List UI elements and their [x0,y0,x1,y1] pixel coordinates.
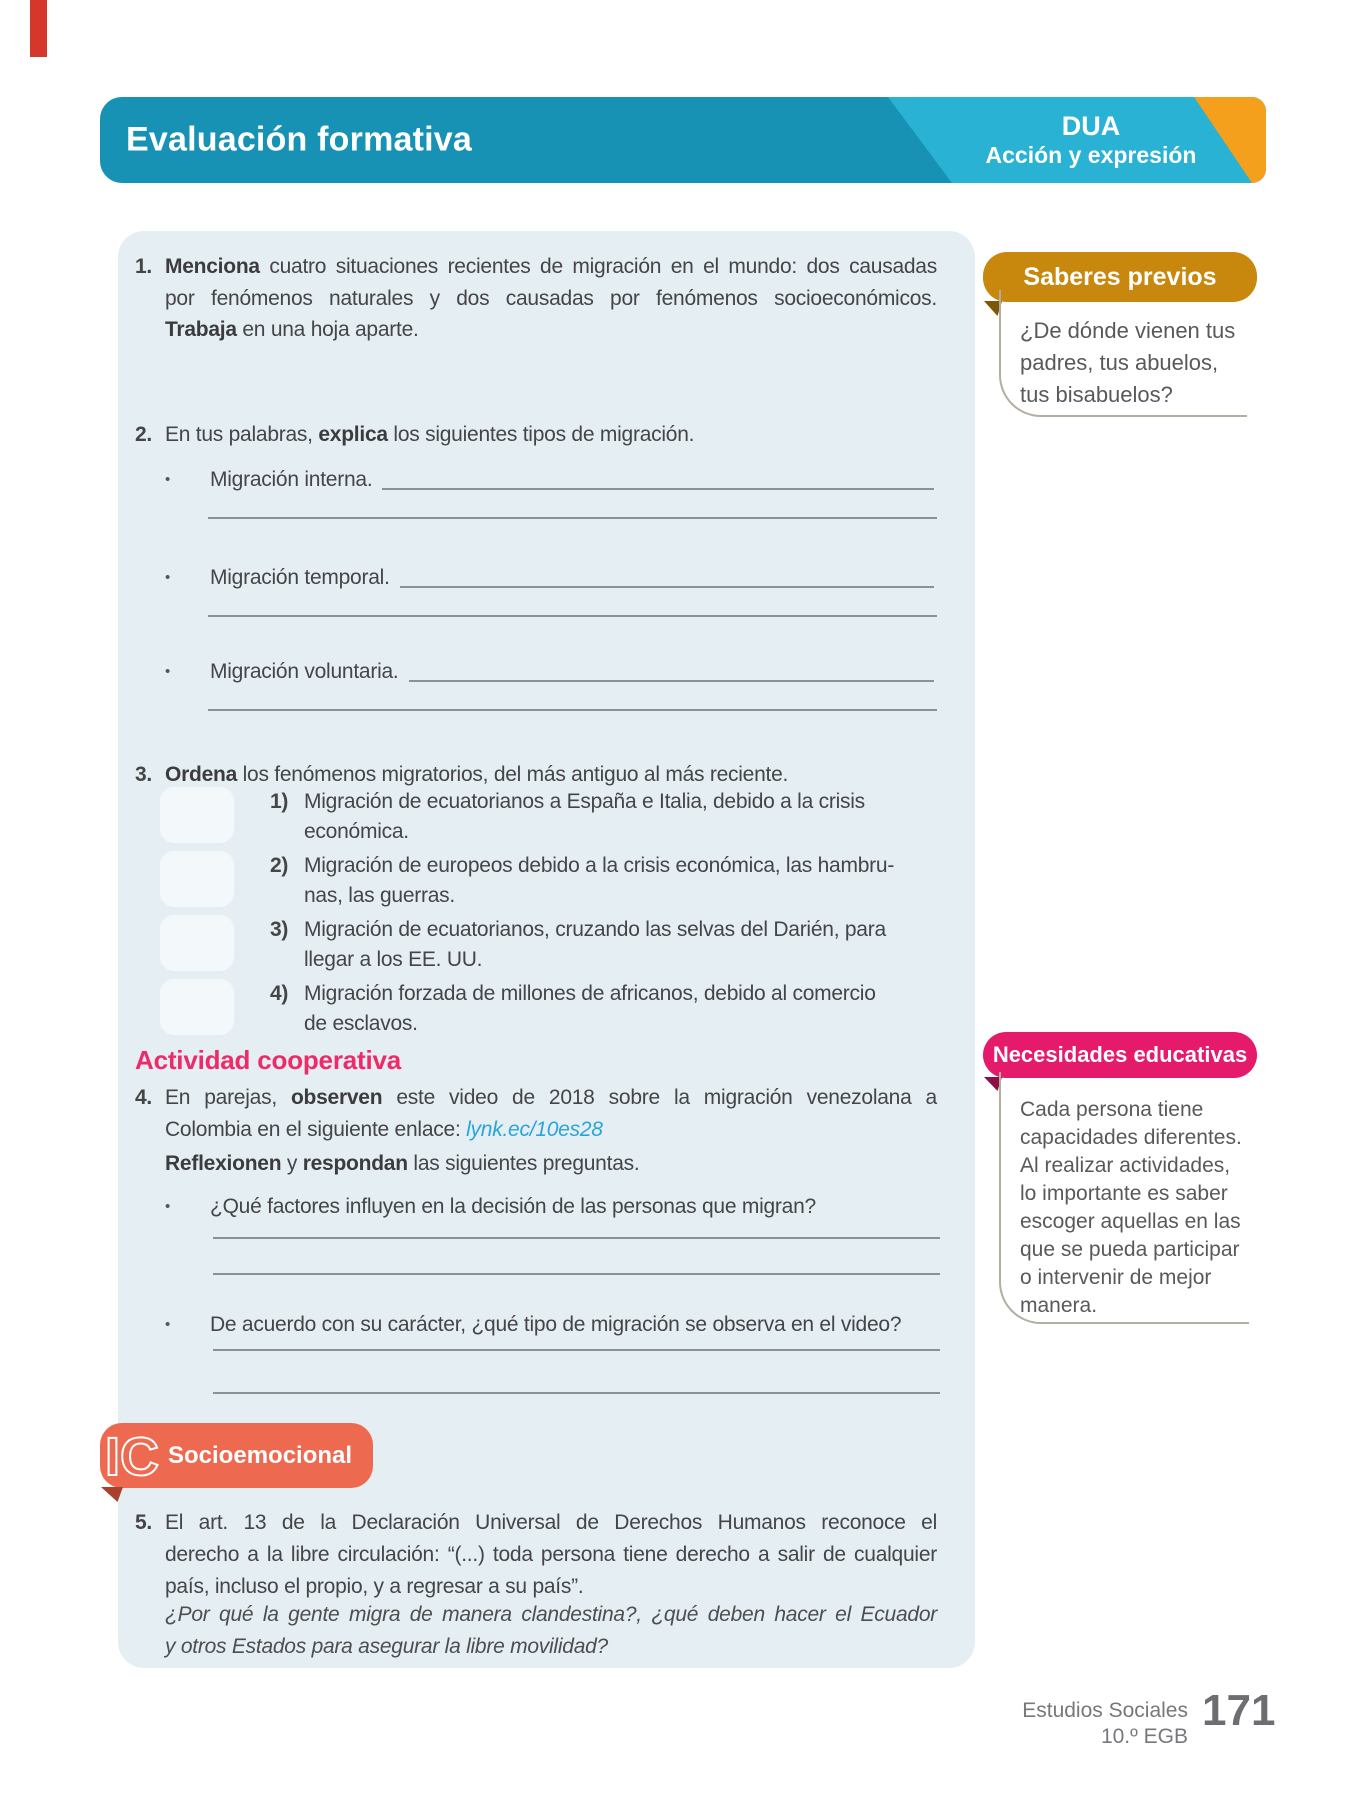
bullet-migracion-temporal [165,561,937,593]
answer-box[interactable] [160,979,234,1035]
bullet-dot: • [165,470,171,488]
answer-line[interactable] [213,1392,940,1394]
text-line: Cada persona tiene [1020,1098,1204,1121]
text-line: nas, las guerras. [304,884,455,907]
bullet-question-factors [165,1190,937,1222]
question-text [165,251,937,346]
text-line: Trabaja en una hoja aparte. [165,318,419,341]
text-line: Migración forzada de millones de africanos, debido al comercio [304,982,876,1005]
text-line: por fenómenos naturales y dos causadas por fenómenos socioeconómicos. [165,286,937,310]
question-number: 5. [135,1511,153,1534]
question-4 [135,1082,940,1145]
dua-acronym: DUA [1061,111,1121,142]
text-line: país, incluso el propio, y a regresar a su país”. [165,1575,584,1598]
bullet-dot: • [165,1315,171,1333]
page-number: 171 [1202,1686,1276,1735]
text-line: Migración de ecuatorianos, cruzando las selvas del Darién, para [304,918,886,941]
item-text [304,979,949,1039]
text-line: económica. [304,820,409,843]
item-number: 1) [270,790,289,813]
dua-label [971,97,1211,183]
answer-line[interactable] [213,1237,940,1239]
bullet-label: De acuerdo con su carácter, ¿qué tipo de migración se observa en el video? [210,1312,902,1336]
answer-box[interactable] [160,915,234,971]
question-text [165,1507,937,1603]
footer-subject [988,1698,1188,1750]
question-number: 4. [135,1086,153,1109]
question-number: 2. [135,423,153,446]
answer-line[interactable] [208,517,937,519]
necesidades-text [1020,1096,1242,1320]
text-line: Migración de europeos debido a la crisis económica, las hambru- [304,854,895,877]
item-number: 4) [270,982,289,1005]
necesidades-educativas-header: Necesidades educativas [983,1032,1257,1078]
order-item-4 [160,979,949,1039]
saberes-previos-header: Saberes previos [983,252,1257,302]
item-text [304,851,949,911]
bullet-migracion-interna [165,463,937,495]
socioemocional-label: Socioemocional [168,1441,353,1469]
question-2 [135,419,940,451]
order-item-1 [160,787,949,847]
text-line: Menciona cuatro situaciones recientes de migración en el mundo: dos causadas [165,255,937,278]
question-3 [135,759,940,791]
text-line: Migración de ecuatorianos a España e Italia, debido a la crisis [304,790,865,813]
question-text [165,1082,937,1145]
bullet-dot: • [165,1197,171,1215]
bullet-label: Migración interna. [210,467,373,491]
text-line: manera. [1020,1294,1098,1317]
reflex-instruction: Reflexionen y respondan las siguientes preguntas. [165,1152,640,1175]
question-1 [135,251,940,346]
cooperative-activity-heading: Actividad cooperativa [135,1045,401,1075]
svg-text:IC: IC [105,1427,159,1487]
subject-name: Estudios Sociales [1022,1699,1188,1722]
question-5 [135,1507,940,1603]
question-text: Ordena los fenómenos migratorios, del más antiguo al más reciente. [165,763,789,786]
text-line: Al realizar actividades, [1020,1154,1231,1177]
answer-line[interactable] [409,680,934,682]
question-number: 1. [135,255,153,278]
bullet-migracion-voluntaria [165,655,937,687]
answer-box[interactable] [160,851,234,907]
page-title: Evaluación formativa [126,120,473,159]
unit-color-tab [30,0,47,57]
answer-line[interactable] [208,709,937,711]
text-line: padres, tus abuelos, [1020,350,1219,375]
text-line: de esclavos. [304,1012,418,1035]
text-span: Colombia en el siguiente enlace: [165,1117,467,1141]
text-line: escoger aquellas en las [1020,1210,1241,1233]
answer-line[interactable] [213,1349,940,1351]
text-line: llegar a los EE. UU. [304,948,483,971]
text-line: tus bisabuelos? [1020,382,1173,407]
item-number: 3) [270,918,289,941]
bullet-label: Migración voluntaria. [210,659,399,683]
item-text [304,787,949,847]
saberes-text [1020,315,1235,411]
socioemocional-tab [100,1423,373,1488]
item-number: 2) [270,854,289,877]
text-line: que se pueda participar [1020,1238,1240,1261]
answer-line[interactable] [213,1273,940,1275]
answer-line[interactable] [382,488,934,490]
order-item-3 [160,915,949,975]
text-line: En parejas, observen este video de 2018 sobre la migración venezolana a [165,1086,937,1109]
text-line: El art. 13 de la Declaración Universal de Derechos Humanos reconoce el [165,1511,937,1534]
text-line: lo importante es saber [1020,1182,1228,1205]
bullet-question-type [165,1308,937,1340]
text-line: o intervenir de mejor [1020,1266,1212,1289]
question-number: 3. [135,763,153,786]
answer-line[interactable] [400,586,934,588]
bullet-label: Migración temporal. [210,565,390,589]
order-item-2 [160,851,949,911]
text-line: capacidades diferentes. [1020,1126,1242,1149]
text-line: ¿Por qué la gente migra de manera clandestina?, ¿qué deben hacer el Ecuador [165,1603,937,1626]
section-header-banner [100,97,1266,183]
text-line: derecho a la libre circulación: “(...) toda persona tiene derecho a salir de cualquier [165,1543,937,1566]
text-line: y otros Estados para asegurar la libre movilidad? [165,1635,608,1658]
grade-level: 10.º EGB [1100,1725,1188,1748]
answer-line[interactable] [208,615,937,617]
answer-box[interactable] [160,787,234,843]
dua-subtitle: Acción y expresión [985,142,1197,169]
question-5-prompt [165,1599,937,1663]
bullet-dot: • [165,662,171,680]
item-text [304,915,949,975]
bullet-dot: • [165,568,171,586]
question-text: En tus palabras, explica los siguientes tipos de migración. [165,423,695,446]
text-line [165,1114,937,1146]
video-link[interactable]: lynk.ec/10es28 [466,1117,603,1141]
bullet-label: ¿Qué factores influyen en la decisión de las personas que migran? [210,1194,816,1218]
text-line: ¿De dónde vienen tus [1020,318,1236,343]
